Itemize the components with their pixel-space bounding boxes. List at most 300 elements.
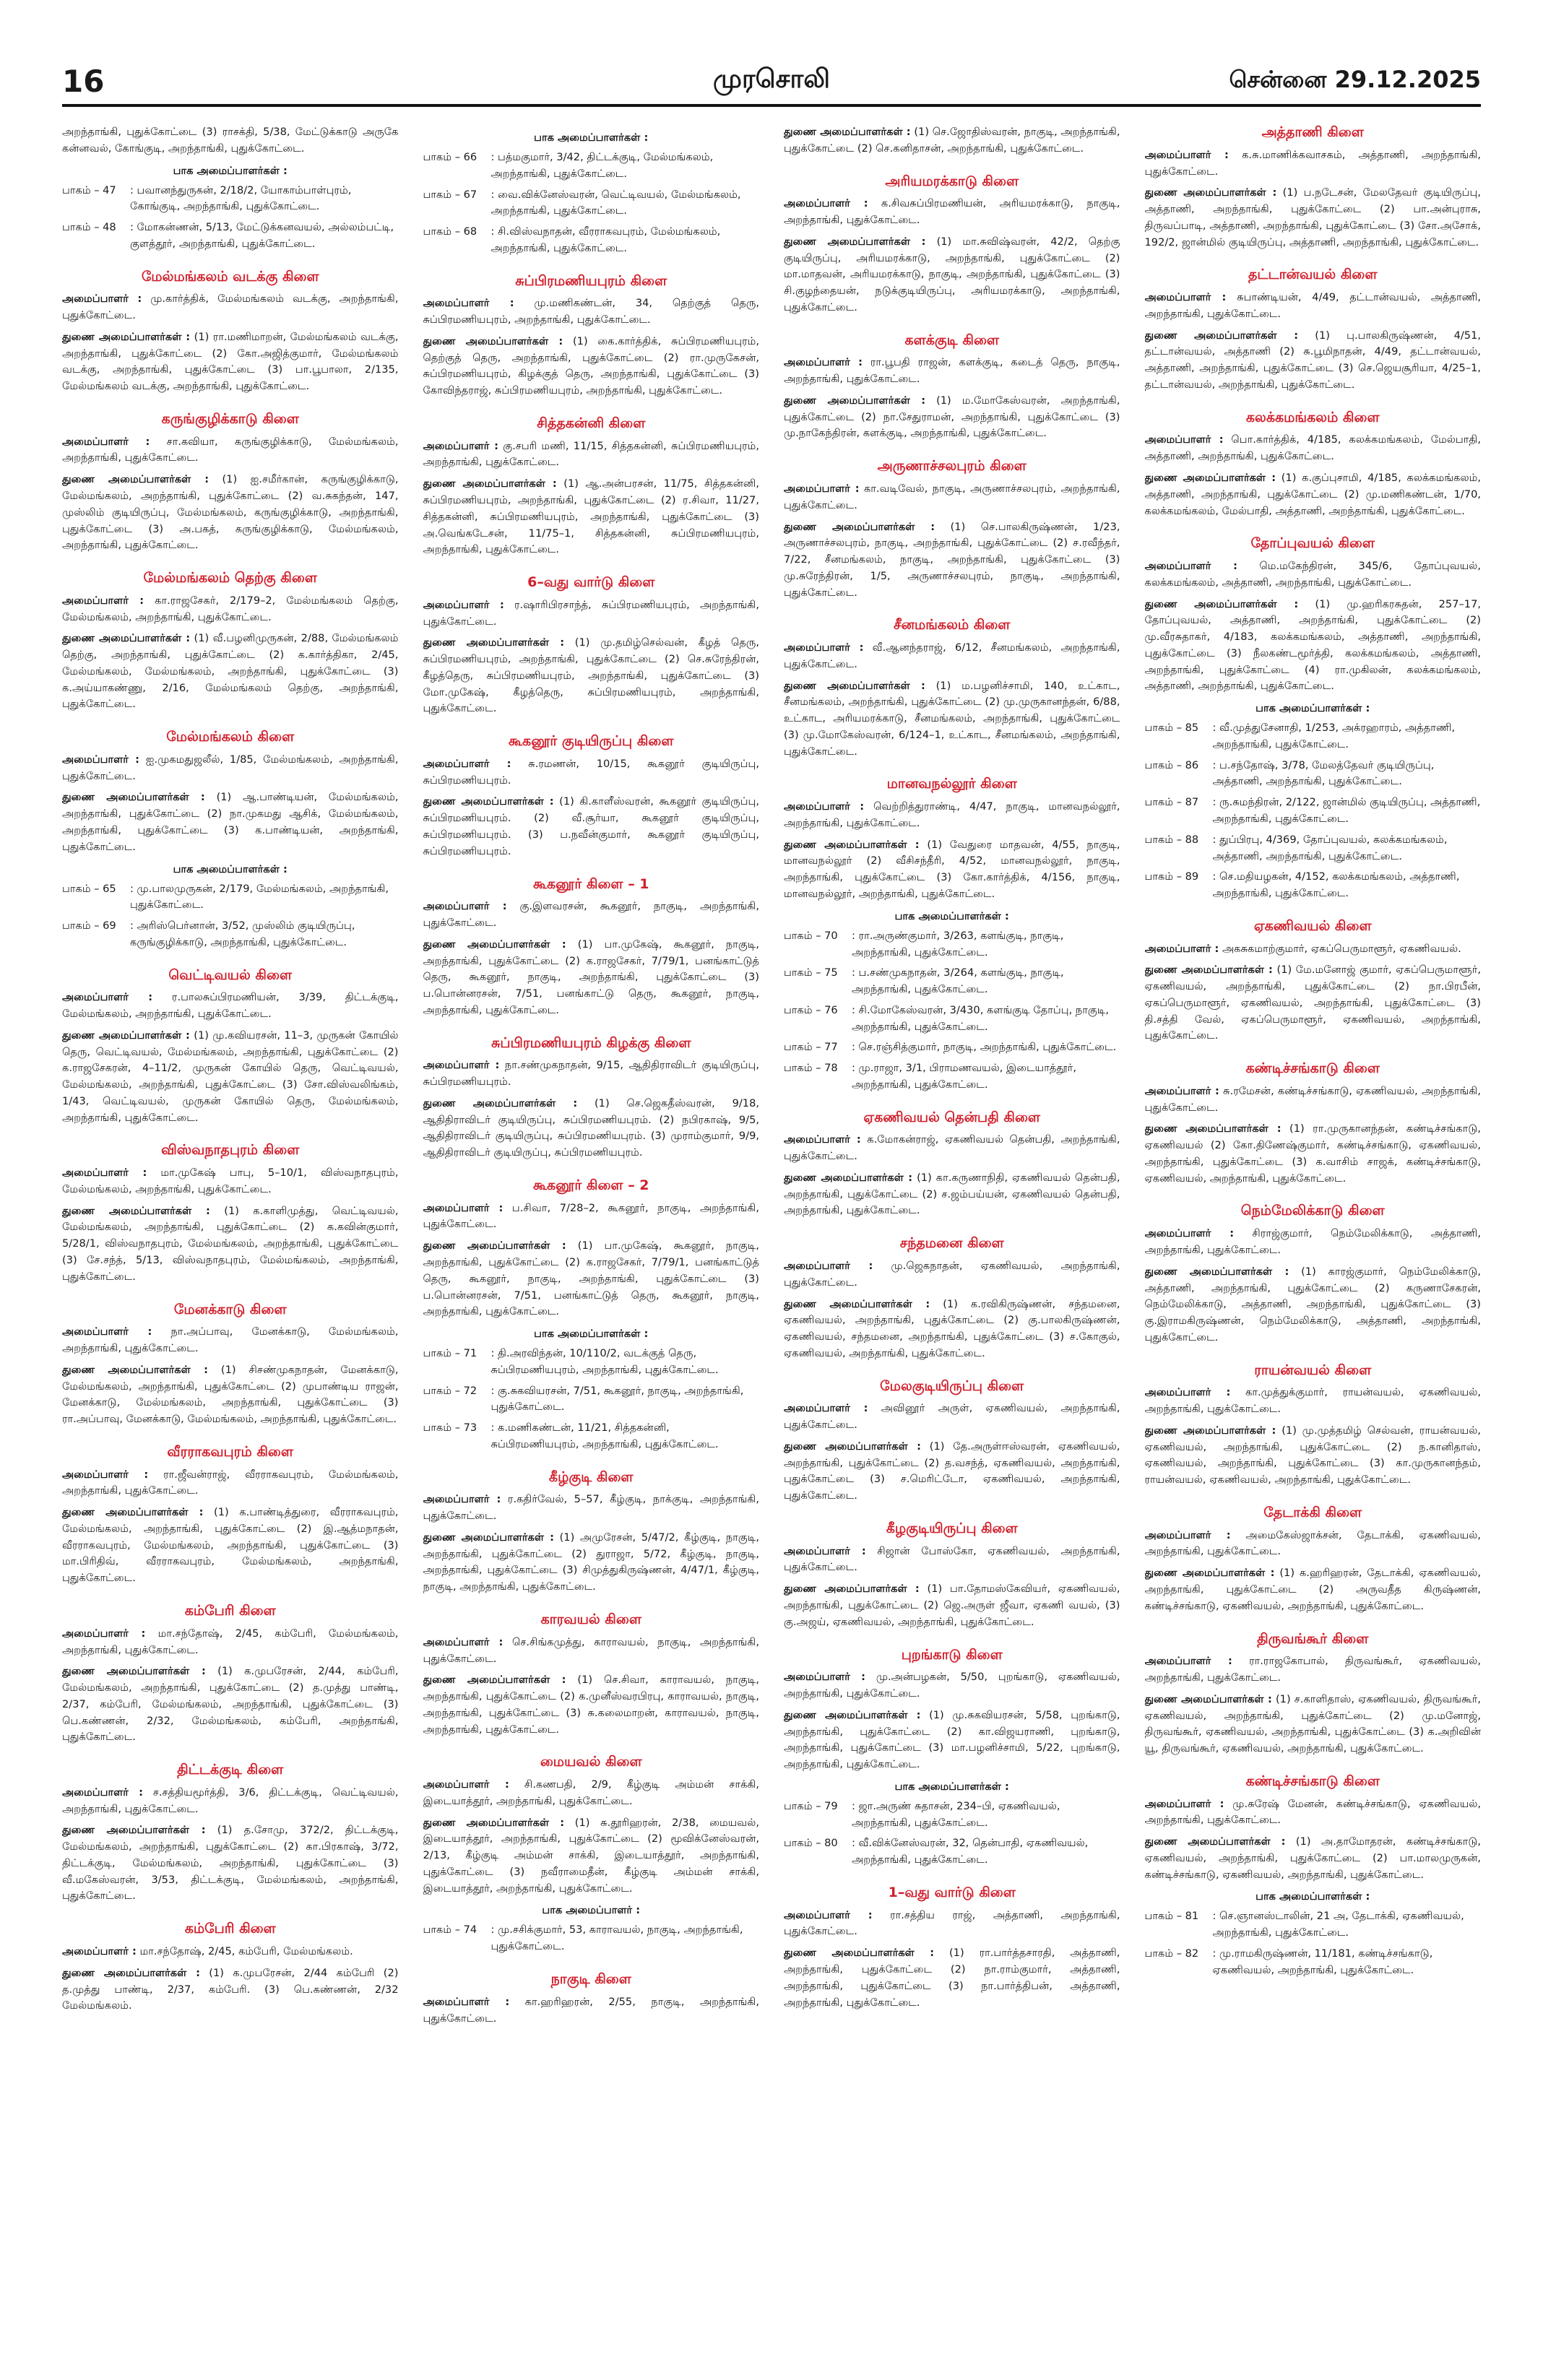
booth-number: பாகம் – 80 <box>784 1837 838 1850</box>
member-details: (1) ஆ.அன்பரசன், 11/75, சித்தகன்னி, சுப்பிரமணியபுரம், அறந்தாங்கி, புதுக்கோட்டை (2) ர.சிவா, 11/27, சித்தகன்னி, சுப்பிரமணியபுரம், அறந்தாங்கி, புதுக்கோட்டை (3) அ.வெங்கடேசன், 11/75–1, சித்தகன்னி, சுப்பிரமணியபுரம், அறந்தாங்கி, புதுக்கோட்டை. <box>423 477 759 556</box>
booth-number: பாகம் – 72 <box>423 1384 477 1397</box>
member-details: (1) செ.ஜெகதீஸ்வரன், 9/18, ஆதிதிராவிடர் குடியிருப்பு, சுப்பிரமணியபுரம். (2) நபிரகாஷ், 9/5, ஆதிதிராவிடர் குடியிருப்பு, சுப்பிரமணியபுரம். (3) முராம்குமார், 9/9, ஆதிதிராவிடர் குடியிருப்பு, சுப்பிரமணியபுரம். <box>423 1096 759 1159</box>
booth-organiser: : ப.சந்தோஷ், 3/78, மேலத்தேவர் குடியிருப்பு, அத்தாணி, அறந்தாங்கி, புதுக்கோட்டை. <box>1212 758 1435 788</box>
branch-title: அரியமரக்காடு கிளை <box>885 173 1019 189</box>
role-label: அமைப்பாளர் : <box>423 1995 510 2008</box>
member-entry <box>784 355 1120 388</box>
role-label: துணை அமைப்பாளர்கள் : <box>62 1665 206 1678</box>
branch-section <box>62 269 399 395</box>
member-details: கா.வடிவேல், நாகுடி, அருணாச்சலபுரம், அறந்தாங்கி, புதுக்கோட்டை. <box>784 482 1120 511</box>
member-entry <box>1145 185 1482 251</box>
member-entry <box>423 1815 760 1897</box>
role-label: துணை அமைப்பாளர்கள் : <box>784 1947 935 1960</box>
branch-section <box>423 131 760 257</box>
member-entry <box>62 752 399 785</box>
role-label: அமைப்பாளர் : <box>423 1635 503 1648</box>
role-label: துணை அமைப்பாளர்கள் : <box>784 838 920 851</box>
booth-organiser: : மு.ராஜா, 3/1, பிராமணவயல், இடையாத்தூர், அறந்தாங்கி, புதுக்கோட்டை. <box>852 1062 1076 1091</box>
role-label: துணை அமைப்பாளர்கள் : <box>1144 597 1299 610</box>
role-label: துணை அமைப்பாளர்கள் : <box>784 1583 920 1596</box>
branch-section <box>1145 1203 1482 1346</box>
role-label: துணை அமைப்பாளர்கள் : <box>1144 1567 1275 1580</box>
booth-organisers <box>423 131 760 257</box>
member-details: (1) சிசண்முகநாதன், மேனக்காடு, மேல்மங்கலம், அறந்தாங்கி, புதுக்கோட்டை (2) முபாண்டிய ராஜன், மேனக்காடு, மேல்மங்கலம், அறந்தாங்கி, புதுக்கோட்டை (3) ரா.அப்பாவு, மேனக்காடு, மேல்மங்கலம், அறந்தாங்கி, புதுக்கோட்டை. <box>62 1363 399 1426</box>
member-details: (1) மு.தமிழ்செல்வன், கீழத் தெரு, சுப்பிரமணியபுரம், அறந்தாங்கி, புதுக்கோட்டை (2) செ.சுரேந்திரன், கீழத்தெரு, சுப்பிரமணியபுரம், அறந்தாங்கி, புதுக்கோட்டை (3) மோ.முகேஷ், கீழத்தெரு, சுப்பிரமணியபுரம், அறந்தாங்கி, புதுக்கோட்டை. <box>423 636 759 715</box>
member-details: கு.இளவரசன், கூகனூர், நாகுடி, அறந்தாங்கி, புதுக்கோட்டை. <box>423 900 759 930</box>
member-details: (1) ரா.முருகானந்தன், கண்டிச்சங்காடு, ஏகணிவயல் (2) கோ.திணேஷ்குமார், கண்டிச்சங்காடு, ஏகணிவயல், அறந்தாங்கி, புதுக்கோட்டை (3) க.வாசிம் சாஜக், கண்டிச்சங்காடு, ஏகணிவயல், அறந்தாங்கி, புதுக்கோட்டை. <box>1144 1122 1481 1185</box>
branch-title: கருங்குழிக்காடு கிளை <box>161 410 299 427</box>
role-label: அமைப்பாளர் : <box>784 1544 866 1557</box>
member-entry <box>423 756 760 789</box>
branch-section <box>1145 124 1482 251</box>
branch-section <box>423 1611 760 1738</box>
member-entry <box>784 1581 1120 1630</box>
member-details: சு.ரமணன், 10/15, கூகனூர் குடியிருப்பு, சுப்பிரமணியபுரம். <box>423 757 759 787</box>
booth-number: பாகம் – 73 <box>423 1421 477 1435</box>
member-entry <box>62 593 399 626</box>
branch-title: ஏகணிவயல் கிளை <box>1253 917 1372 934</box>
member-details: ர.ஷாரிபிரசாந்த், சுப்பிரமணியபுரம், அறந்தாங்கி, புதுக்கோட்டை. <box>423 598 759 628</box>
member-entry <box>62 1822 399 1905</box>
role-label: அமைப்பாளர் : <box>62 435 150 448</box>
member-details: ரா.ஜீவன்ராஜ், வீரராகவபுரம், மேல்மங்கலம், அறந்தாங்கி, புதுக்கோட்டை. <box>62 1468 399 1497</box>
booth-organisers <box>1145 1890 1482 1978</box>
booth-row <box>423 1346 760 1379</box>
branch-section <box>784 776 1120 1093</box>
branch-title: விஸ்வநாதபுரம் கிளை <box>161 1142 300 1159</box>
role-label: துணை அமைப்பாளர்கள் : <box>784 520 935 533</box>
branch-title: தோப்புவயல் கிளை <box>1250 535 1375 552</box>
member-details: (1) செ.ஜோதிஸ்வரன், நாகுடி, அறந்தாங்கி, புதுக்கோட்டை (2) செ.கனிதாசன், அறந்தாங்கி, புதுக்கோட்டை. <box>784 126 1120 155</box>
member-details: (1) மே.மனோஜ் குமார், ஏகப்பெருமாளூர், ஏகணிவயல், அறந்தாங்கி, புதுக்கோட்டை (2) நா.பிரபீன், ஏகப்பெருமாளூர், ஏகணிவயல், அறந்தாங்கி, புதுக்கோட்டை (3) தி.சத்தி வேல், ஏகப்பெருமாளூர், ஏகணிவயல், அறந்தாங்கி, புதுக்கோட்டை. <box>1144 964 1481 1042</box>
branch-section <box>423 1971 760 2027</box>
booth-organisers <box>62 165 399 253</box>
role-label: அமைப்பாளர் : <box>62 991 153 1004</box>
booth-row <box>784 928 1120 961</box>
booth-organiser: : மு.ராமகிருஷ்ணன், 11/181, கண்டிச்சங்காடு, ஏகணிவயல், அறந்தாங்கி, புதுக்கோட்டை. <box>1212 1947 1433 1976</box>
role-label: அமைப்பாளர் : <box>1144 433 1224 446</box>
booth-organiser: : ரு.சுமந்திரன், 2/122, ஜான்மில் குடியிருப்பு, அத்தாணி, அறந்தாங்கி, புதுக்கோட்டை. <box>1212 796 1481 825</box>
member-details: ரா.பூபதி ராஜன், களக்குடி, கடைத் தெரு, நாகுடி, அறந்தாங்கி, புதுக்கோட்டை. <box>784 356 1120 386</box>
member-entry <box>1145 962 1482 1044</box>
branch-title: கம்பேரி கிளை <box>184 1603 276 1619</box>
branch-title: அருணாச்சலபுரம் கிளை <box>877 458 1026 475</box>
member-entry <box>423 1057 760 1091</box>
booth-row <box>784 1835 1120 1869</box>
booth-organiser: : ரா.அருண்குமார், 3/263, களங்குடி, நாகுடி, அறந்தாங்கி, புதுக்கோட்டை. <box>852 929 1064 959</box>
member-entry <box>784 393 1120 442</box>
booth-number: பாகம் – 69 <box>62 919 116 932</box>
role-label: துணை அமைப்பாளர்கள் : <box>1144 1122 1281 1135</box>
member-details: அவினூர் அருள், ஏகணிவயல், அறந்தாங்கி, புதுக்கோட்டை. <box>784 1402 1120 1432</box>
booth-organiser: : செ.மதியழகன், 4/152, கலக்கமங்கலம், அத்தாணி, அறந்தாங்கி, புதுக்கோட்டை. <box>1212 870 1460 900</box>
booth-number: பாகம் – 86 <box>1144 758 1199 771</box>
branch-title: கீழ்குடி கிளை <box>548 1468 634 1485</box>
member-details: (1) வேதுரை மாதவன், 4/55, நாகுடி, மானவநல்லூர் (2) வீசிசந்தீரி, 4/52, மானவநல்லூர், நாகுடி, அறந்தாங்கி, புதுக்கோட்டை (3) கோ.கார்த்திக், 4/156, நாகுடி, மானவநல்லூர், அறந்தாங்கி, புதுக்கோட்டை. <box>784 838 1120 901</box>
branch-title: கூகனூர் குடியிருப்பு கிளை <box>508 733 674 750</box>
branch-section <box>784 332 1120 443</box>
branch-section <box>62 1762 399 1905</box>
member-details: ப.சிவா, 7/28–2, கூகனூர், நாகுடி, அறந்தாங்கி, புதுக்கோட்டை. <box>423 1201 759 1231</box>
member-details: ரா.சத்திய ராஜ், அத்தாணி, அறந்தாங்கி, புதுக்கோட்டை. <box>784 1908 1120 1938</box>
role-label: அமைப்பாளர் : <box>423 598 504 611</box>
member-details: (1) காரஜ்குமார், நெம்மேலிக்காடு, அத்தாணி, அறந்தாங்கி, புதுக்கோட்டை (2) கருணாசேகரன், நெம்மேலிக்காடு, அத்தாணி, அறந்தாங்கி, புதுக்கோட்டை (3) கு.இராமகிருஷ்ணன், நெம்மேலிக்காடு, அத்தாணி, அறந்தாங்கி, புதுக்கோட்டை. <box>1144 1265 1481 1343</box>
booth-organisers-heading: பாக அமைப்பாளர்கள் : <box>173 164 288 177</box>
branch-title: கம்பேரி கிளை <box>184 1921 276 1937</box>
member-details: க.சிவசுப்பிரமணியன், அரியமரக்காடு, நாகுடி, அறந்தாங்கி, புதுக்கோட்டை. <box>784 197 1120 227</box>
role-label: அமைப்பாளர் : <box>784 356 863 369</box>
member-details: (1) தே.அருள்ஈஸ்வரன், ஏகணிவயல், அறந்தாங்கி, புதுக்கோட்டை (2) த.வசந்த், ஏகணிவயல், அறந்தாங்கி, புதுக்கோட்டை (3) ச.மெரிட்டோ, ஏகணிவயல், அறந்தாங்கி, புதுக்கோட்டை. <box>784 1440 1120 1502</box>
booth-organiser: : வை.விக்னேஸ்வரன், வெட்டிவயல், மேல்மங்கலம், அறந்தாங்கி, புதுக்கோட்டை. <box>490 188 741 217</box>
branch-title: காரவயல் கிளை <box>540 1611 641 1627</box>
member-entry <box>423 1777 760 1810</box>
member-details: மா.சந்தோஷ், 2/45, கம்பேரி, மேல்மங்கலம், அறந்தாங்கி, புதுக்கோட்டை. <box>62 1627 399 1656</box>
booth-row <box>62 220 399 253</box>
role-label: துணை அமைப்பாளர்கள் : <box>423 477 557 490</box>
member-entry <box>423 899 760 932</box>
member-details: ர.பாலசுப்பிரமணியன், 3/39, திட்டக்குடி, மேல்மங்கலம், அறந்தாங்கி, புதுக்கோட்டை. <box>62 991 399 1021</box>
member-details: (1) ம.பழனிச்சாமி, 140, உட்காட, சீனமங்கலம், அறந்தாங்கி, புதுக்கோட்டை (2) மு.முருகானந்தன், 6/88, உட்காட, அரியமரக்காடு, சீனமங்கலம், அறந்தாங்கி, புதுக்கோட்டை (3) மு.மோகேஸ்வரன், 6/124–1, உட்காட, சீனமங்கலம், அறந்தாங்கி, புதுக்கோட்டை. <box>784 679 1120 758</box>
role-label: அமைப்பாளர் : <box>423 1059 500 1072</box>
branch-title: மையவல் கிளை <box>540 1754 642 1770</box>
role-label: அமைப்பாளர் : <box>62 1944 137 1957</box>
role-label: அமைப்பாளர் : <box>62 1627 146 1640</box>
member-details: (1) ப.நடேசன், மேலதேவர் குடியிருப்பு, அத்தாணி, அறந்தாங்கி, புதுக்கோட்டை (2) பா.அன்புராசு, திருவப்பாடி, அத்தாணி, அறந்தாங்கி, புதுக்கோட்டை (3) சோ.அசோக், 192/2, ஜான்மில் குடியிருப்பு, அத்தாணி, அறந்தாங்கி, புதுக்கோட்டை. <box>1144 186 1481 248</box>
branch-section <box>62 967 399 1127</box>
branch-title: வீரராகவபுரம் கிளை <box>167 1443 294 1460</box>
booth-organiser: : மு.சசிக்குமார், 53, காராவயல், நாகுடி, அறந்தாங்கி, புதுக்கோட்டை. <box>490 1924 743 1953</box>
booth-row <box>1145 869 1482 902</box>
member-details: மா.சந்தோஷ், 2/45, கம்பேரி, மேல்மங்கலம். <box>136 1944 353 1957</box>
branch-title: கலக்கமங்கலம் கிளை <box>1245 409 1380 425</box>
member-entry <box>423 1635 760 1668</box>
branch-section <box>784 1884 1120 2011</box>
role-label: அமைப்பாளர் : <box>423 1493 501 1506</box>
branch-section <box>784 1647 1120 1869</box>
role-label: துணை அமைப்பாளர்கள் : <box>784 394 926 407</box>
member-entry <box>784 1170 1120 1219</box>
booth-number: பாகம் – 89 <box>1144 870 1199 883</box>
branch-title: சீனமங்கலம் கிளை <box>894 617 1011 633</box>
member-details: க.மோகன்ராஜ், ஏகணிவயல் தென்பதி, அறந்தாங்கி, புதுக்கோட்டை. <box>784 1133 1120 1163</box>
member-entry <box>62 1626 399 1659</box>
booth-number: பாகம் – 76 <box>784 1003 838 1016</box>
member-details: (1) பு.பாலகிருஷ்ணன், 4/51, தட்டான்வயல், அத்தாணி (2) சு.பூமிநாதன், 4/49, தட்டான்வயல், அத்தாணி, அறந்தாங்கி, புதுக்கோட்டை (3) செ.ஜெயசூரியா, 4/25–1, தட்டான்வயல், அறந்தாங்கி, புதுக்கோட்டை. <box>1144 329 1481 391</box>
booth-row <box>1145 720 1482 753</box>
role-label: அமைப்பாளர் : <box>423 757 511 770</box>
branch-section <box>1145 1505 1482 1615</box>
member-entry <box>784 1132 1120 1165</box>
booth-organisers <box>423 1904 760 1955</box>
member-details: (1) ம.மோகேஸ்வரன், அறந்தாங்கி, புதுக்கோட்டை (2) நா.சேதுராமன், அறந்தாங்கி, புதுக்கோட்டை (3) மு.நாகேந்திரன், களக்குடி, அறந்தாங்கி, புதுக்கோட்டை. <box>784 394 1120 440</box>
branch-title: மேனக்காடு கிளை <box>173 1301 287 1317</box>
booth-row <box>1145 1946 1482 1979</box>
branch-title: மேல்மங்கலம் கிளை <box>166 729 295 745</box>
booth-row <box>784 1003 1120 1036</box>
booth-number: பாகம் – 48 <box>62 221 116 234</box>
member-details: மு.மணிகண்டன், 34, தெற்குத் தெரு, சுப்பிரமணியபுரம், அறந்தாங்கி, புதுக்கோட்டை. <box>423 297 759 326</box>
booth-organiser: : சி.மோகேஸ்வரன், 3/430, களங்குடி தோப்பு, நாகுடி, அறந்தாங்கி, புதுக்கோட்டை. <box>852 1003 1110 1033</box>
member-entry <box>1145 470 1482 519</box>
booth-organisers <box>784 910 1120 1094</box>
booth-organisers-heading: பாக அமைப்பாளர்கள் : <box>534 131 649 144</box>
role-label: துணை அமைப்பாளர்கள் : <box>62 1506 204 1519</box>
member-details: மு.ஜெகநாதன், ஏகணிவயல், அறந்தாங்கி, புதுக்கோட்டை. <box>784 1260 1120 1289</box>
branch-section <box>62 1921 399 2015</box>
dateline: சென்னை 29.12.2025 <box>1229 66 1481 93</box>
role-label: அமைப்பாளர் : <box>1144 1655 1232 1668</box>
branch-title: மேல்மங்கலம் வடக்கு கிளை <box>141 268 319 285</box>
member-details: (1) சு.தூரிஹரன், 2/38, மையவல், இடையாத்தூர், அறந்தாங்கி, புதுக்கோட்டை (2) மூவிக்னேஸ்வரன், 2/13, கீழ்குடி அம்மன் சாக்கி, இடையாத்தூர், அறந்தாங்கி, புதுக்கோட்டை (3) நவீராமைதீன், கீழ்குடி அம்மன் சாக்கி, இடையாத்தூர், அறந்தாங்கி, புதுக்கோட்டை. <box>423 1816 759 1895</box>
member-details: மு.சுரேஷ் மேனன், கண்டிச்சங்காடு, ஏகணிவயல், அறந்தாங்கி, புதுக்கோட்டை. <box>1144 1797 1481 1827</box>
role-label: அமைப்பாளர் : <box>784 1402 868 1415</box>
booth-organiser: : பவானந்துருகன், 2/18/2, யோகாம்பாள்புரம், கோங்குடி, அறந்தாங்கி, புதுக்கோட்டை. <box>130 183 352 213</box>
booth-organisers <box>1145 702 1482 902</box>
branch-section <box>1145 1060 1482 1187</box>
member-entry <box>62 631 399 713</box>
member-details: (1) மு.சுகவியரசன், 5/58, புறங்காடு, அறந்தாங்கி, புதுக்கோட்டை (2) கா.விஜயராணி, புறங்காடு, அறந்தாங்கி, புதுக்கோட்டை (3) மா.பழனிச்சாமி, 5/22, புறங்காடு, அறந்தாங்கி, புதுக்கோட்டை. <box>784 1708 1120 1771</box>
role-label: துணை அமைப்பாளர்கள் : <box>62 791 205 804</box>
branch-title: கூகனூர் கிளை – 1 <box>532 875 649 892</box>
branch-section <box>784 173 1120 316</box>
member-details: (1) க.ரவிகிருஷ்ணன், சந்தமனை, ஏகணிவயல், அறந்தாங்கி, புதுக்கோட்டை (2) கு.பாலகிருஷ்ணன், ஏகணிவயல், சந்தமனை, அறந்தாங்கி, புதுக்கோட்டை (3) ச.கோகுல், ஏகணிவயல், அறந்தாங்கி, புதுக்கோட்டை. <box>784 1297 1120 1359</box>
role-label: அமைப்பாளர் : <box>1144 148 1229 161</box>
booth-row <box>1145 832 1482 865</box>
role-label: அமைப்பாளர் : <box>423 439 498 452</box>
member-entry <box>784 1258 1120 1291</box>
member-entry <box>62 291 399 324</box>
role-label: அமைப்பாளர் : <box>423 297 514 310</box>
branch-section <box>784 1378 1120 1505</box>
booth-organiser: : மோகன்ணன், 5/13, மேட்டுக்கனவயல், அல்லம்பட்டி, குளத்தூர், அறந்தாங்கி, புதுக்கோட்டை. <box>130 221 394 250</box>
branch-section <box>423 574 760 717</box>
role-label: துணை அமைப்பாளர்கள் : <box>784 1297 930 1310</box>
member-entry <box>784 799 1120 832</box>
booth-row <box>423 187 760 220</box>
role-label: துணை அமைப்பாளர்கள் : <box>423 1096 578 1109</box>
member-entry <box>784 1945 1120 2011</box>
booth-organiser: : ஜா.அருண் சுதாசன், 234–பி, ஏகணிவயல், அறந்தாங்கி, புதுக்கோட்டை. <box>852 1799 1060 1829</box>
member-entry <box>62 434 399 467</box>
booth-number: பாகம் – 68 <box>423 225 477 238</box>
member-entry <box>1145 328 1482 394</box>
member-entry <box>1145 290 1482 323</box>
member-entry <box>1145 1834 1482 1883</box>
member-entry <box>62 1467 399 1500</box>
role-label: துணை அமைப்பாளர்கள் : <box>423 938 566 951</box>
member-details: (1) கி.காளீஸ்வரன், கூகனூர் குடியிருப்பு, சுப்பிரமணியபுரம். (2) வீ.சூர்யா, கூகனூர் குடியிருப்பு, சுப்பிரமணியபுரம். (3) ப.நவீன்குமார், கூகனூர் குடியிருப்பு, சுப்பிரமணியபுரம். <box>423 795 759 857</box>
member-entry <box>62 1663 399 1746</box>
booth-number: பாகம் – 88 <box>1144 833 1199 846</box>
booth-row <box>1145 758 1482 791</box>
role-label: துணை அமைப்பாளர்கள் : <box>1144 1265 1289 1278</box>
branch-section <box>1145 1773 1482 1979</box>
newspaper-name: முரசொலி <box>713 64 830 94</box>
booth-organiser: : கு.சுகவியரசன், 7/51, கூகனூர், நாகுடி, அறந்தாங்கி, புதுக்கோட்டை. <box>490 1384 744 1414</box>
booth-organisers-heading: பாக அமைப்பாளர்கள் : <box>534 1328 649 1341</box>
branch-section <box>1145 1362 1482 1489</box>
booth-organiser: : பத்மகுமார், 3/42, திட்டக்குடி, மேல்மங்கலம், அறந்தாங்கி, புதுக்கோட்டை. <box>490 151 714 180</box>
role-label: அமைப்பாளர் : <box>784 641 864 654</box>
member-details: ச.சத்தியமூர்த்தி, 3/6, திட்டக்குடி, வெட்டிவயல், அறந்தாங்கி, புதுக்கோட்டை. <box>62 1786 399 1815</box>
booth-organiser: : வீ.முத்துசேனாதி, 1/253, அக்ரஹாரம், அத்தாணி, அறந்தாங்கி, புதுக்கோட்டை. <box>1212 722 1456 750</box>
member-entry <box>423 794 760 860</box>
member-entry <box>1145 1528 1482 1561</box>
booth-row <box>423 1383 760 1416</box>
booth-number: பாகம் – 67 <box>423 188 477 201</box>
member-entry <box>784 837 1120 903</box>
role-label: துணை அமைப்பாளர்கள் : <box>1144 1835 1286 1848</box>
booth-number: பாகம் – 77 <box>784 1041 838 1054</box>
branch-title: அத்தாணி கிளை <box>1261 124 1364 140</box>
role-label: துணை அமைப்பாளர்கள் : <box>423 334 563 347</box>
member-entry <box>423 476 760 558</box>
role-label: துணை அமைப்பாளர்கள் : <box>1144 1424 1276 1437</box>
member-details: மு.கார்த்திக், மேல்மங்கலம் வடக்கு, அறந்தாங்கி, புதுக்கோட்டை. <box>62 293 399 322</box>
member-entry <box>784 519 1120 602</box>
member-details: செ.சிங்கமுத்து, காராவயல், நாகுடி, அறந்தாங்கி, புதுக்கோட்டை. <box>423 1635 759 1665</box>
role-label: அமைப்பாளர் : <box>784 197 868 210</box>
member-details: (1) மு.கவியரசன், 11–3, முருகன் கோயில் தெரு, வெட்டிவயல், மேல்மங்கலம், அறந்தாங்கி, புதுக்கோட்டை (2) க.ராஜசேகரன், 4–11/2, முருகன் கோயில் தெரு, வெட்டிவயல், மேல்மங்கலம், அறந்தாங்கி, புதுக்கோட்டை (3) சோ.விஸ்வலிங்கம், 1/43, வெட்டிவயல், முருகன் கோயில் தெரு, மேல்மங்கலம், அறந்தாங்கி, புதுக்கோட்டை. <box>62 1029 399 1124</box>
member-entry <box>1145 558 1482 592</box>
member-details: (1) ஆ.பாண்டியன், மேல்மங்கலம், அறந்தாங்கி, புதுக்கோட்டை (2) நா.முகமது ஆசிக், மேல்மங்கலம், அறந்தாங்கி, புதுக்கோட்டை (3) க.பாண்டியன், அறந்தாங்கி, புதுக்கோட்டை. <box>62 791 399 853</box>
member-entry <box>1145 1653 1482 1687</box>
role-label: துணை அமைப்பாளர்கள் : <box>784 1708 921 1721</box>
member-entry <box>784 640 1120 673</box>
branch-title: களக்குடி கிளை <box>904 332 1000 348</box>
branch-section <box>62 570 399 713</box>
booth-organisers-heading: பாக அமைப்பாளர்கள் : <box>894 1780 1009 1793</box>
member-entry <box>784 234 1120 316</box>
role-label: அமைப்பாளர் : <box>784 1260 873 1272</box>
branch-title: ராயன்வயல் கிளை <box>1254 1362 1372 1378</box>
member-entry <box>1145 1796 1482 1830</box>
role-label: அமைப்பாளர் : <box>784 1908 873 1921</box>
member-details: (1) ரா.பார்த்தசாரதி, அத்தாணி, அறந்தாங்கி, புதுக்கோட்டை (2) நா.ராம்குமார், அத்தாணி, அறந்தாங்கி, புதுக்கோட்டை (3) நா.பார்த்திபன், அத்தாணி, அறந்தாங்கி, புதுக்கோட்டை. <box>784 1947 1120 2009</box>
booth-row <box>423 150 760 183</box>
booth-row <box>62 183 399 216</box>
branch-section <box>423 876 760 1019</box>
role-label: துணை அமைப்பாளர்கள் : <box>62 632 191 645</box>
member-details: அமைகேஸ்ஜாக்சன், தேடாக்கி, ஏகணிவயல், அறந்தாங்கி, புதுக்கோட்டை. <box>1144 1528 1481 1558</box>
role-label: அமைப்பாளர் : <box>62 1325 152 1338</box>
member-details: கா.ராஜசேகர், 2/179–2, மேல்மங்கலம் தெற்கு, மேல்மங்கலம், அறந்தாங்கி, புதுக்கோட்டை. <box>62 594 399 623</box>
member-entry <box>784 1669 1120 1702</box>
branch-section <box>62 1302 399 1428</box>
role-label: துணை அமைப்பாளர்கள் : <box>1144 1692 1272 1705</box>
member-entry <box>62 329 399 395</box>
branch-section <box>784 124 1120 157</box>
branch-section <box>423 1754 760 1955</box>
member-entry <box>62 1324 399 1357</box>
member-details: (1) ரா.மணிமாறன், மேல்மங்கலம் வடக்கு, அறந்தாங்கி, புதுக்கோட்டை (2) கோ.அஜித்குமார், மேல்மங்கலம் வடக்கு, அறந்தாங்கி, புதுக்கோட்டை (3) பா.பூபாலா, 2/135, மேல்மங்கலம் வடக்கு, அறந்தாங்கி, புதுக்கோட்டை. <box>62 330 399 393</box>
branch-section <box>784 1520 1120 1631</box>
member-details: நா.சண்முகநாதன், 9/15, ஆதிதிராவிடர் குடியிருப்பு, சுப்பிரமணியபுரம். <box>423 1059 759 1089</box>
role-label: துணை அமைப்பாளர்கள் : <box>784 679 925 692</box>
booth-organiser: : க.மணிகண்டன், 11/21, சித்தகன்னி, சுப்பிரமணியபுரம், அறந்தாங்கி, புதுக்கோட்டை. <box>490 1421 719 1450</box>
booth-organiser: : சி.விஸ்வநாதன், வீரராகவபுரம், மேல்மங்கலம், அறந்தாங்கி, புதுக்கோட்டை. <box>490 225 721 254</box>
booth-organiser: : துப்பிரபு, 4/369, தோப்புவயல், கலக்கமங்கலம், அத்தாணி, அறந்தாங்கி, புதுக்கோட்டை. <box>1212 833 1448 862</box>
member-entry <box>423 1492 760 1525</box>
branch-section <box>784 1235 1120 1362</box>
member-details: சிஜான் போஸ்கோ, ஏகணிவயல், அறந்தாங்கி, புதுக்கோட்டை. <box>784 1544 1120 1574</box>
role-label: அமைப்பாளர் : <box>784 1671 866 1684</box>
booth-number: பாகம் – 81 <box>1144 1910 1199 1923</box>
branch-title: தட்டான்வயல் கிளை <box>1248 267 1378 283</box>
role-label: துணை அமைப்பாளர்கள் : <box>62 1824 206 1837</box>
member-entry <box>423 1238 760 1320</box>
branch-title: சுப்பிரமணியபுரம் கிளை <box>515 272 667 289</box>
member-details: (1) பா.முகேஷ், கூகனூர், நாகுடி, அறந்தாங்கி, புதுக்கோட்டை (2) க.ராஜசேகர், 7/79/1, பனங்காட்டுத் தெரு, கூகனூர், நாகுடி, அறந்தாங்கி, புதுக்கோட்டை (3) ப.பொன்னரசன், 7/51, பனங்காட்டுத் தெரு, கூகனூர், நாகுடி, அறந்தாங்கி, புதுக்கோட்டை. <box>423 1239 759 1318</box>
booth-row <box>784 1060 1120 1094</box>
branch-section <box>423 415 760 558</box>
member-details: சிராஜ்குமார், நெம்மேலிக்காடு, அத்தாணி, அறந்தாங்கி, புதுக்கோட்டை. <box>1144 1227 1481 1256</box>
role-label: அமைப்பாளர் : <box>62 1167 147 1180</box>
member-entry <box>1145 1083 1482 1117</box>
page-number: 16 <box>62 63 105 99</box>
member-entry <box>423 438 760 472</box>
booth-number: பாகம் – 70 <box>784 929 838 942</box>
member-entry <box>62 1165 399 1198</box>
member-entry <box>423 597 760 631</box>
member-details: (1) கை.கார்த்திக், சுப்பிரமணியபுரம், தெற்குத் தெரு, அறந்தாங்கி, புதுக்கோட்டை (2) ரா.முருகேசன், சுப்பிரமணியபுரம், கிழக்குத் தெரு, அறந்தாங்கி, புதுக்கோட்டை (3) கோவிந்தராஜ், சுப்பிரமணியபுரம், அறந்தாங்கி, புதுக்கோட்டை. <box>423 334 759 397</box>
booth-organisers-heading: பாக அமைப்பாளர்கள் : <box>1255 702 1370 715</box>
member-details: கு.சபரி மணி, 11/15, சித்தகன்னி, சுப்பிரமணியபுரம், அறந்தாங்கி, புதுக்கோட்டை. <box>423 439 759 469</box>
branch-title: சந்தமனை கிளை <box>899 1235 1004 1252</box>
member-details: சி.கணபதி, 2/9, கீழ்குடி அம்மன் சாக்கி, இடையாத்தூர், அறந்தாங்கி, புதுக்கோட்டை. <box>423 1778 759 1807</box>
booth-number: பாகம் – 66 <box>423 151 477 163</box>
role-label: அமைப்பாளர் : <box>1144 1084 1219 1097</box>
member-details: கா.முத்துக்குமார், ராயன்வயல், ஏகணிவயல், அறந்தாங்கி, புதுக்கோட்டை. <box>1144 1386 1481 1416</box>
member-details: க.சு.மாணிக்கவாசகம், அத்தாணி, அறந்தாங்கி, புதுக்கோட்டை. <box>1144 148 1481 178</box>
role-label: துணை அமைப்பாளர்கள் : <box>784 126 911 138</box>
member-details: (1) மு.ஹரிகரசுதன், 257–17, தோப்புவயல், அத்தாணி, அறந்தாங்கி, புதுக்கோட்டை (2) மு.வீரசுதாகர், 4/183, கலக்கமங்கலம், அத்தாணி, அறந்தாங்கி, புதுக்கோட்டை (3) நீலகண்டமூர்த்தி, கலக்கமங்கலம், அத்தாணி, அறந்தாங்கி, புதுக்கோட்டை (4) ரா.முகிலன், கலக்கமங்கலம், அத்தாணி, அறந்தாங்கி, புதுக்கோட்டை. <box>1144 597 1481 693</box>
booth-row <box>784 965 1120 998</box>
branch-section <box>784 617 1120 760</box>
role-label: துணை அமைப்பாளர்கள் : <box>423 1239 566 1252</box>
booth-organiser: : ப.சண்முகநாதன், 3/264, களங்குடி, நாகுடி, அறந்தாங்கி, புதுக்கோட்டை. <box>852 966 1064 996</box>
branch-title: கீழகுடியிருப்பு கிளை <box>886 1520 1018 1536</box>
branch-section <box>1145 410 1482 520</box>
role-label: அமைப்பாளர் : <box>423 1778 509 1791</box>
branch-title: சித்தகன்னி கிளை <box>537 415 646 431</box>
article-columns <box>62 124 1481 2356</box>
role-label: துணை அமைப்பாளர்கள் : <box>1144 964 1273 977</box>
member-entry <box>784 1908 1120 1941</box>
member-details: (1) க.குப்புசாமி, 4/185, கலக்கமங்கலம், அத்தாணி, அறந்தாங்கி, புதுக்கோட்டை (2) மு.மணிகண்டன், 1/70, கலக்கமங்கலம், மேல்பாதி, அத்தாணி, அறந்தாங்கி, புதுக்கோட்டை. <box>1144 471 1481 517</box>
member-details: ரா.ராஜகோபால், திருவங்கூர், ஏகணிவயல், அறந்தாங்கி, புதுக்கோட்டை. <box>1144 1655 1481 1684</box>
booth-row <box>423 1420 760 1453</box>
member-entry <box>784 1439 1120 1505</box>
booth-row <box>1145 795 1482 828</box>
role-label: அமைப்பாளர் : <box>1144 291 1227 304</box>
role-label: அமைப்பாளர் : <box>1144 1227 1235 1240</box>
booth-organiser: : செ.ஞானஸ்டாலின், 21 அ, தேடாக்கி, ஏகணிவயல், அறந்தாங்கி, புதுக்கோட்டை. <box>1212 1910 1464 1939</box>
branch-section <box>1145 267 1482 393</box>
column-2 <box>423 124 760 2356</box>
member-details: அகசுகமாற்குமார், ஏகப்பெருமாளூர், ஏகணிவயல். <box>1219 942 1461 955</box>
member-entry <box>423 334 760 399</box>
member-details: கா.ஹரிஹரன், 2/55, நாகுடி, அறந்தாங்கி, புதுக்கோட்டை. <box>423 1995 759 2025</box>
booth-row <box>784 1039 1120 1056</box>
branch-section <box>423 733 760 860</box>
column-3 <box>784 124 1120 2356</box>
role-label: அமைப்பாளர் : <box>784 800 865 813</box>
branch-title: மானவநல்லூர் கிளை <box>886 776 1017 792</box>
role-label: அமைப்பாளர் : <box>423 1201 503 1214</box>
member-entry <box>1145 1692 1482 1757</box>
role-label: அமைப்பாளர் : <box>62 753 139 766</box>
